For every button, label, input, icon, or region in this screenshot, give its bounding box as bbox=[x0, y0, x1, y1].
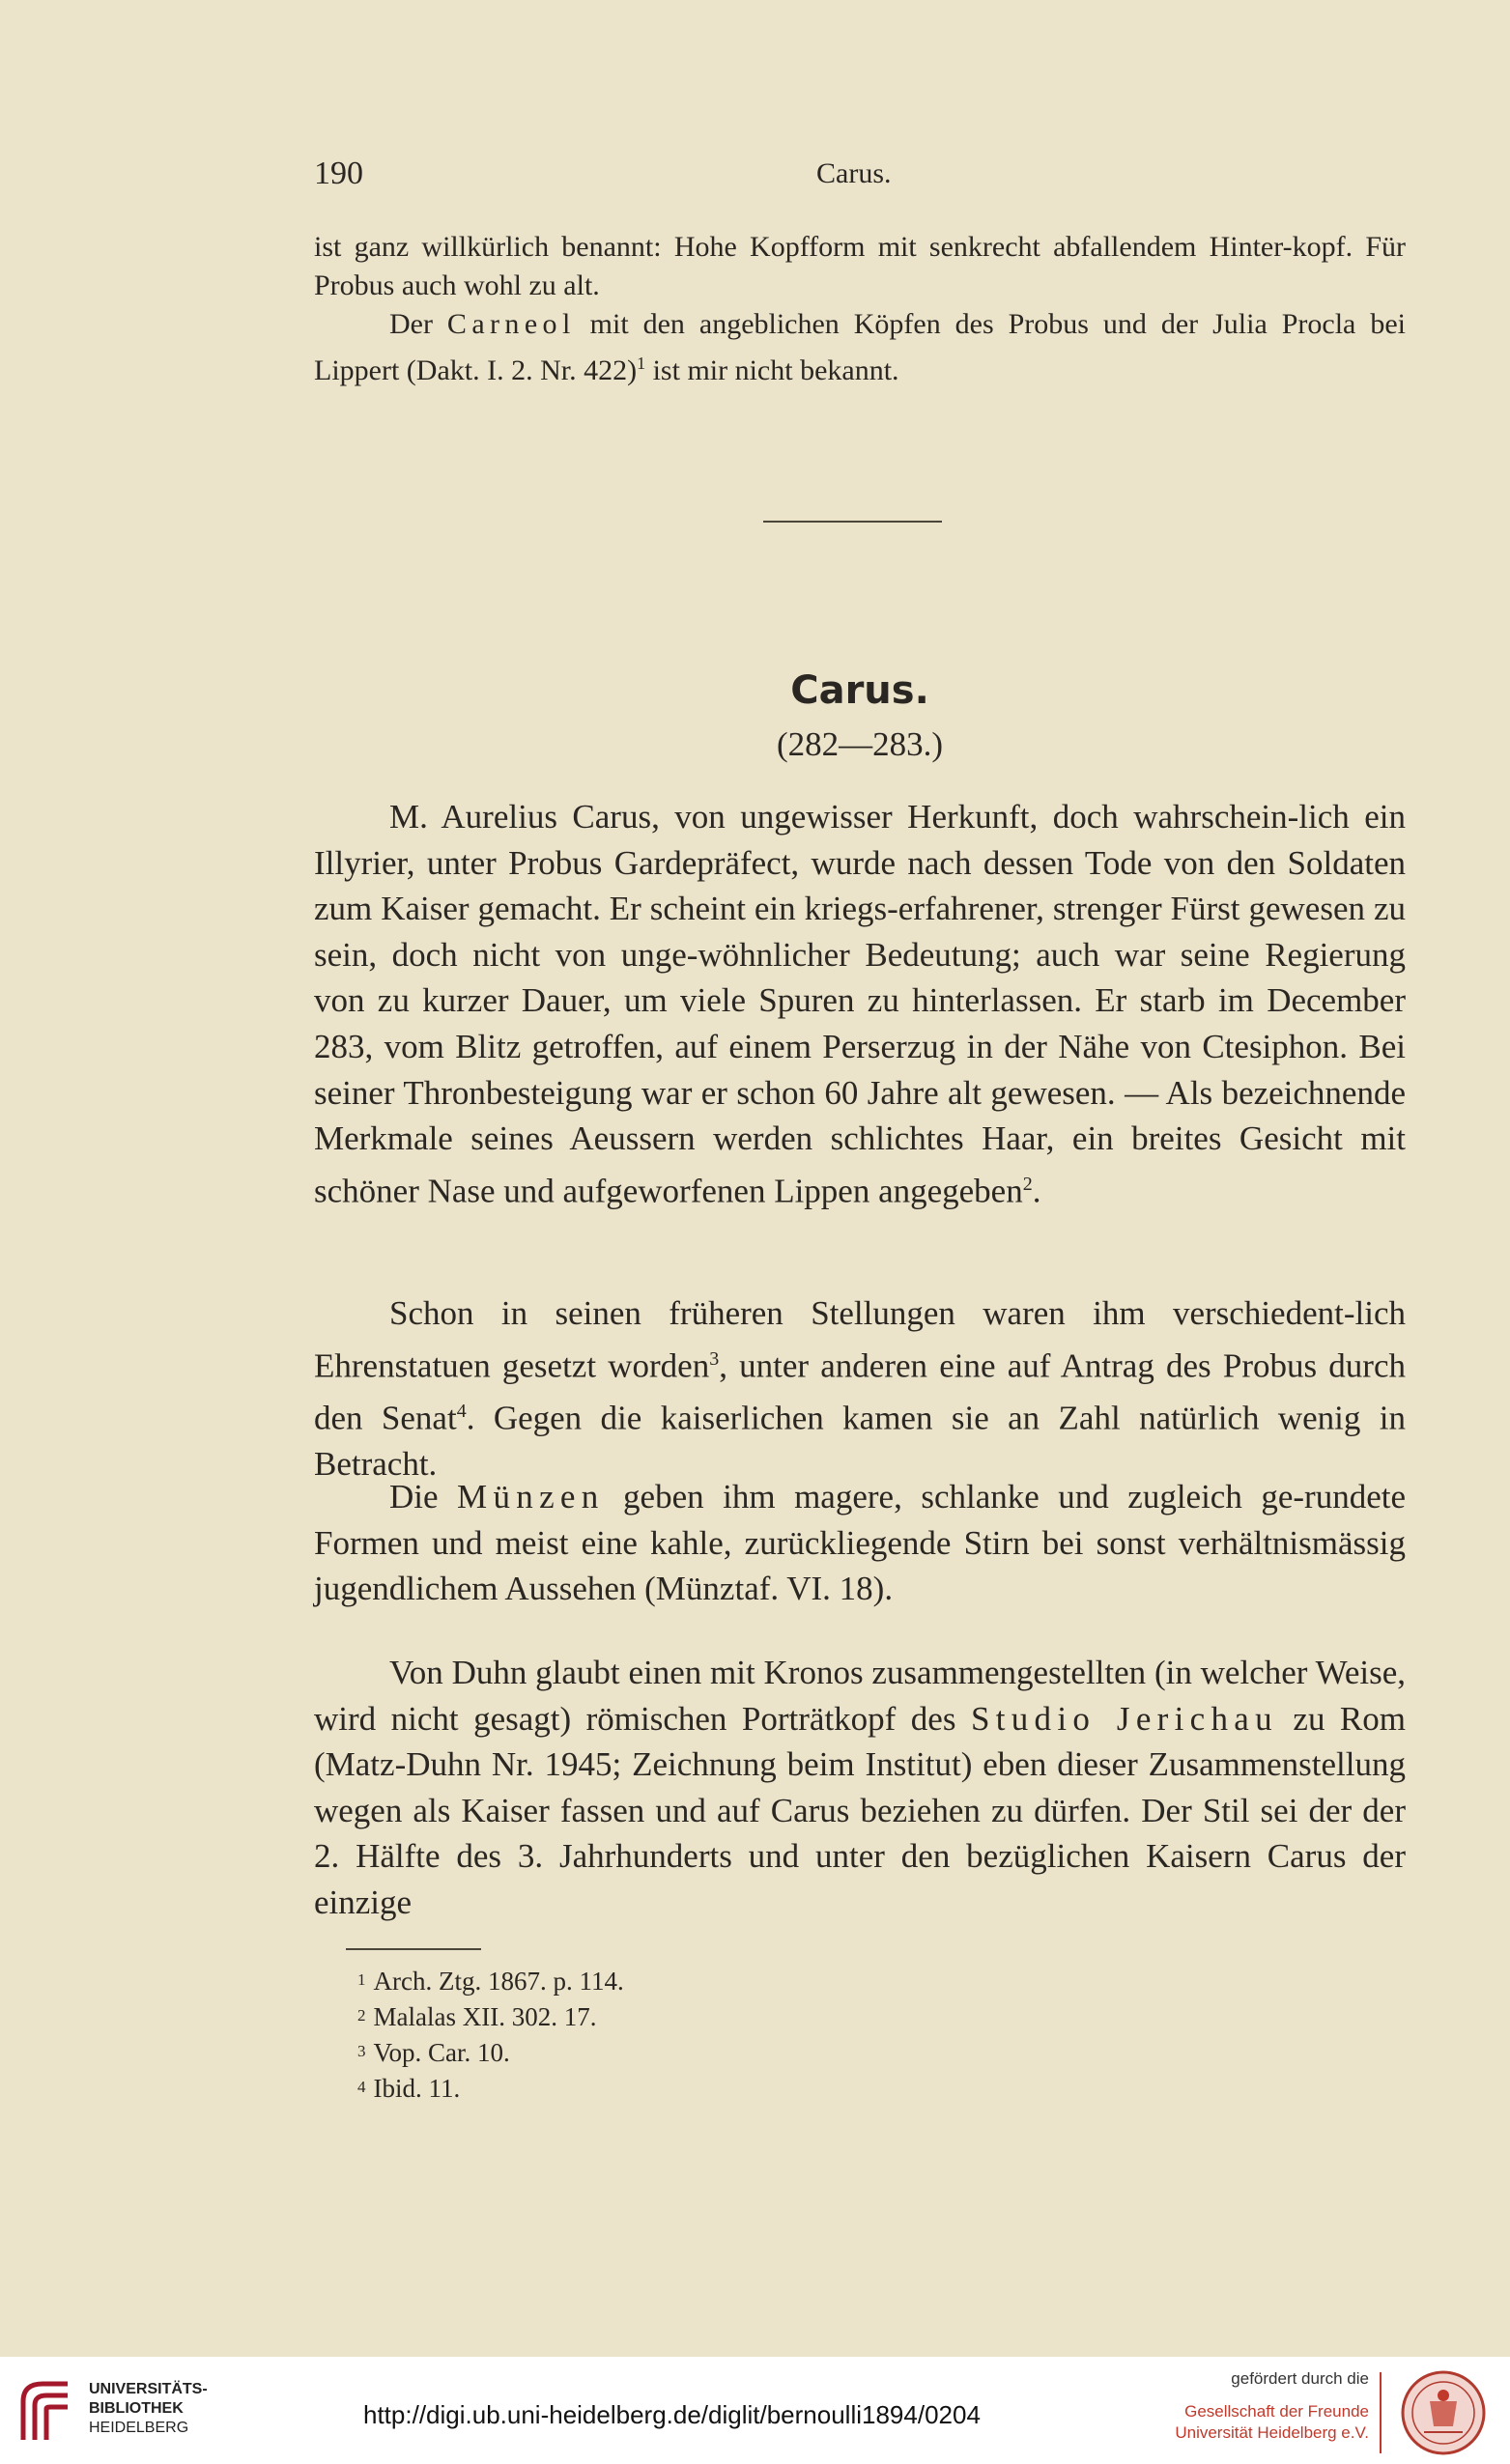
page-number: 190 bbox=[314, 156, 363, 191]
footer-divider bbox=[1380, 2372, 1382, 2453]
footnote-ref-2: 2 bbox=[1022, 1173, 1033, 1195]
permalink-url[interactable]: http://digi.ub.uni-heidelberg.de/diglit/bernoulli1894/0204 bbox=[363, 2400, 981, 2429]
society-name-line-1: Gesellschaft der Freunde bbox=[1184, 2402, 1369, 2421]
paragraph-carus-biography: M. Aurelius Carus, von ungewisser Herkunft, doch wahrschein-lich ein Illyrier, unter Probus Gardepräfect, wurde nach dessen Tode von den Soldaten zum Kaiser gemacht. Er scheint ein kriegs-erfahrener, strenger Fürst gewesen zu sein, doch nicht von unge-wöhnlicher Bedeutung; auch war seine Regierung von zu kurzer Dauer, um viele Spuren zu hinterlassen. Er starb im December 283, vom Blitz getroffen, auf einem Perserzug in der Nähe von Ctesiphon. Bei seiner Thronbesteigung war er schon 60 Jahre alt gewesen. — Als bezeichnende Merkmale seines Aeussern werden schlichtes Haar, ein breites Gesicht mit schöner Nase und aufgeworfenen Lippen angegeben$^2$. bbox=[314, 798, 1406, 1210]
paragraph-statues: Schon in seinen früheren Stellungen waren ihm verschiedent-lich Ehrenstatuen gesetzt worden$^3$, unter anderen eine auf Antrag des Probus durch den Senat$^4$. Gegen die kaiserlichen kamen sie an Zahl natürlich wenig in Betracht. bbox=[314, 1294, 1406, 1484]
spaced-word-muenzen: Münzen bbox=[457, 1478, 605, 1515]
footnote-divider bbox=[346, 1948, 481, 1950]
library-name-line-2: BIBLIOTHEK bbox=[89, 2400, 184, 2417]
society-name-line-2: Universität Heidelberg e.V. bbox=[1175, 2423, 1369, 2442]
footnote-ref-4: 4 bbox=[456, 1400, 467, 1422]
digitization-footer bbox=[0, 2357, 1510, 2464]
society-name[interactable] bbox=[1132, 2401, 1369, 2444]
paragraph-coins: Die Münzen geben ihm magere, schlanke und zugleich ge-rundete Formen und meist eine kahle, zurückliegende Stirn bei sonst verhältnismässig jugendlichem Aussehen (Münztaf. VI. 18). bbox=[314, 1478, 1406, 1608]
section-dates: (282—283.) bbox=[776, 725, 944, 763]
section-title: Carus. bbox=[790, 668, 929, 713]
library-name[interactable] bbox=[89, 2380, 208, 2438]
spaced-words-studio-jerichau: Studio Jerichau bbox=[970, 1699, 1278, 1738]
library-name-line-3: HEIDELBERG bbox=[89, 2420, 189, 2436]
footnote-ref-3: 3 bbox=[709, 1347, 720, 1370]
library-name-line-1: UNIVERSITÄTS- bbox=[89, 2381, 208, 2397]
library-logo-icon[interactable] bbox=[15, 2376, 77, 2446]
sponsor-line: gefördert durch die bbox=[1231, 2369, 1369, 2388]
section-divider bbox=[763, 521, 942, 523]
footnote-4: $^4$ Ibid. 11. bbox=[357, 2074, 461, 2103]
top-paragraph-2: Der Carneol mit den angeblichen Köpfen des Probus und der Julia Procla bei Lippert (Dakt. I. 2. Nr. 422)$^1$ ist mir nicht bekannt. bbox=[314, 308, 1406, 386]
footnote-ref-1: 1 bbox=[637, 354, 646, 373]
footnote-3: $^3$ Vop. Car. 10. bbox=[357, 2038, 510, 2067]
footnote-1: $^1$ Arch. Ztg. 1867. p. 114. bbox=[357, 1967, 624, 1996]
paragraph-portrait-head: Von Duhn glaubt einen mit Kronos zusammengestellten (in welcher Weise, wird nicht gesagt) römischen Porträtkopf des Studio Jerichau zu Rom (Matz-Duhn Nr. 1945; Zeichnung beim Institut) eben dieser Zusammenstellung wegen als Kaiser fassen und auf Carus beziehen zu dürfen. Der Stil sei der der 2. Hälfte des 3. Jahrhunderts und unter den bezüglichen Kaisern Carus der einzige bbox=[314, 1654, 1406, 1921]
university-seal-icon[interactable] bbox=[1395, 2368, 1492, 2457]
footnote-2: $^2$ Malalas XII. 302. 17. bbox=[357, 2002, 597, 2031]
spaced-word-carneol: Carneol bbox=[446, 308, 576, 340]
top-paragraph-1: ist ganz willkürlich benannt: Hohe Kopfform mit senkrecht abfallendem Hinter-kopf. Für Probus auch wohl zu alt. bbox=[314, 231, 1406, 301]
running-title: Carus. bbox=[816, 157, 892, 189]
